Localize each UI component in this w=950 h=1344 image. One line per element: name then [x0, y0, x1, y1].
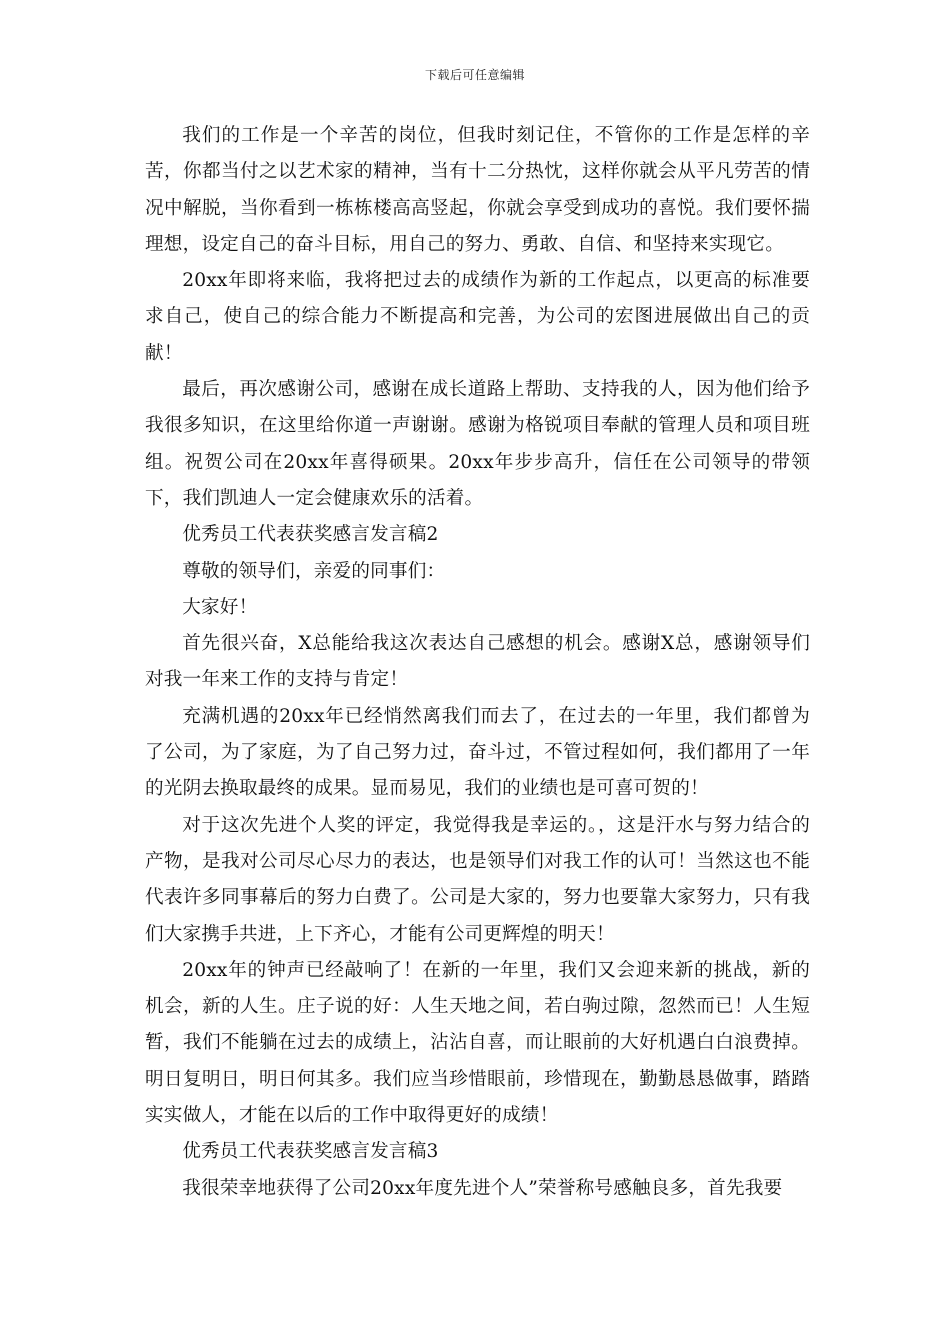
greeting: 大家好！: [182, 596, 258, 618]
paragraph-speech-3-opening: 我很荣幸地获得了公司20xx年度先进个人”荣誉称号感触良多，首先我要: [182, 1177, 783, 1199]
paragraph-past-year: 充满机遇的20xx年已经悄然离我们而去了，在过去的一年里，我们都曾为了公司，为了家庭，为了自己努力过，奋斗过，不管过程如何，我们都用了一年的光阴去换取最终的成果。显而易见，我们的业绩也是可喜可贺的！: [145, 705, 810, 800]
paragraph-opening-thanks: 首先很兴奋，X总能给我这次表达自己感想的机会。感谢X总，感谢领导们对我一年来工作的支持与肯定！: [145, 633, 810, 691]
page-header-note: 下载后可任意编辑: [424, 68, 525, 82]
document-body: [145, 118, 810, 1207]
section-title-speech-3: 优秀员工代表获奖感言发言稿3: [182, 1141, 439, 1163]
paragraph-award: 对于这次先进个人奖的评定，我觉得我是幸运的。，这是汗水与努力结合的产物，是我对公司尽心尽力的表达，也是领导们对我工作的认可！当然这也不能代表许多同事幕后的努力白费了。公司是大家的，努力也要靠大家努力，只有我们大家携手共进，上下齐心，才能有公司更辉煌的明天！: [145, 814, 810, 945]
paragraph-new-challenges: 20xx年的钟声已经敲响了！在新的一年里，我们又会迎来新的挑战，新的机会，新的人生。庄子说的好：人生天地之间，若白驹过隙，忽然而已！人生短暂，我们不能躺在过去的成绩上，沾沾自喜，而让眼前的大好机遇白白浪费掉。明日复明日，明日何其多。我们应当珍惜眼前，珍惜现在，勤勤恳恳做事，踏踏实实做人，才能在以后的工作中取得更好的成绩！: [145, 959, 810, 1127]
section-title-speech-2: 优秀员工代表获奖感言发言稿2: [182, 524, 439, 546]
paragraph-new-year-goal: 20xx年即将来临，我将把过去的成绩作为新的工作起点，以更高的标准要求自己，使自己的综合能力不断提高和完善，为公司的宏图进展做出自己的贡献！: [145, 270, 810, 364]
paragraph-work-spirit: 我们的工作是一个辛苦的岗位，但我时刻记住，不管你的工作是怎样的辛苦，你都当付之以艺术家的精神，当有十二分热忱，这样你就会从平凡劳苦的情况中解脱，当你看到一栋栋楼高高竖起，你就会享受到成功的喜悦。我们要怀揣理想，设定自己的奋斗目标，用自己的努力、勇敢、自信、和坚持来实现它。: [145, 125, 810, 255]
salutation: 尊敬的领导们，亲爱的同事们：: [182, 560, 446, 582]
paragraph-thanks: 最后，再次感谢公司，感谢在成长道路上帮助、支持我的人，因为他们给予我很多知识，在这里给你道一声谢谢。感谢为格锐项目奉献的管理人员和项目班组。祝贺公司在20xx年喜得硕果。20xx年步步高升，信任在公司领导的带领下，我们凯迪人一定会健康欢乐的活着。: [145, 379, 810, 509]
